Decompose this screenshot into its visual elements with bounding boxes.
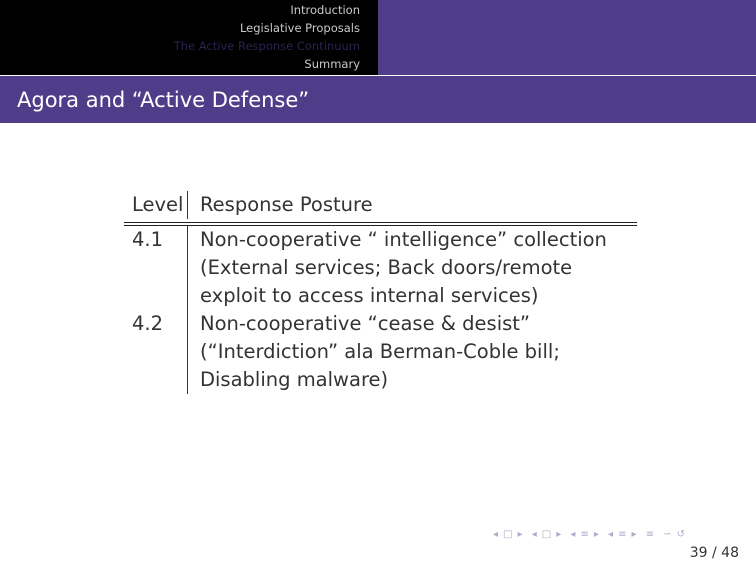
page-number: 39 / 48	[689, 545, 739, 561]
posture-line: exploit to access internal services)	[200, 284, 539, 307]
search-icon[interactable]: ∽	[663, 529, 673, 540]
section-nav-left	[0, 0, 378, 75]
posture-line: Disabling malware)	[200, 368, 389, 391]
nav-next-subframe-icon[interactable]: ▸	[556, 529, 563, 540]
nav-next-subsection-icon[interactable]: ▸	[631, 529, 638, 540]
table-row	[124, 310, 644, 394]
nav-item-summary[interactable]: Summary	[304, 57, 360, 71]
nav-item-legislative-proposals[interactable]: Legislative Proposals	[239, 21, 360, 35]
row-posture	[188, 226, 607, 310]
document-icon[interactable]: ≡	[645, 529, 656, 540]
beamer-navigation-symbols	[493, 529, 690, 540]
frame-title: Agora and “Active Defense”	[17, 88, 310, 112]
posture-line: (External services; Back doors/remote	[200, 256, 573, 279]
posture-line: Non-cooperative “ intelligence” collection	[200, 228, 607, 251]
subsection-icon[interactable]: ≡	[618, 529, 628, 540]
header-level: Level	[124, 191, 188, 219]
nav-item-active-response-continuum[interactable]: The Active Response Continuum	[173, 39, 360, 53]
nav-item-introduction[interactable]: Introduction	[290, 3, 360, 17]
frame-icon[interactable]: □	[503, 529, 514, 540]
nav-prev-subframe-icon[interactable]: ◂	[531, 529, 538, 540]
nav-prev-section-icon[interactable]: ◂	[570, 529, 577, 540]
section-nav-right	[378, 0, 756, 75]
table-row	[124, 226, 644, 310]
nav-next-section-icon[interactable]: ▸	[593, 529, 600, 540]
row-level: 4.1	[124, 226, 188, 310]
row-level: 4.2	[124, 310, 188, 394]
posture-line: (“Interdiction” ala Berman-Coble bill;	[200, 340, 560, 363]
nav-prev-subsection-icon[interactable]: ◂	[608, 529, 615, 540]
nav-next-frame-icon[interactable]: ▸	[517, 529, 524, 540]
header-response-posture: Response Posture	[200, 193, 373, 216]
row-posture	[188, 310, 560, 394]
nav-prev-frame-icon[interactable]: ◂	[493, 529, 500, 540]
frame-title-bar	[0, 76, 756, 123]
back-icon[interactable]: ↺	[676, 529, 687, 540]
subframe-icon[interactable]: □	[541, 529, 553, 540]
posture-line: Non-cooperative “cease & desist”	[200, 312, 531, 335]
response-posture-table	[124, 191, 644, 394]
table-header-row	[124, 191, 644, 222]
section-icon[interactable]: ≡	[580, 529, 590, 540]
